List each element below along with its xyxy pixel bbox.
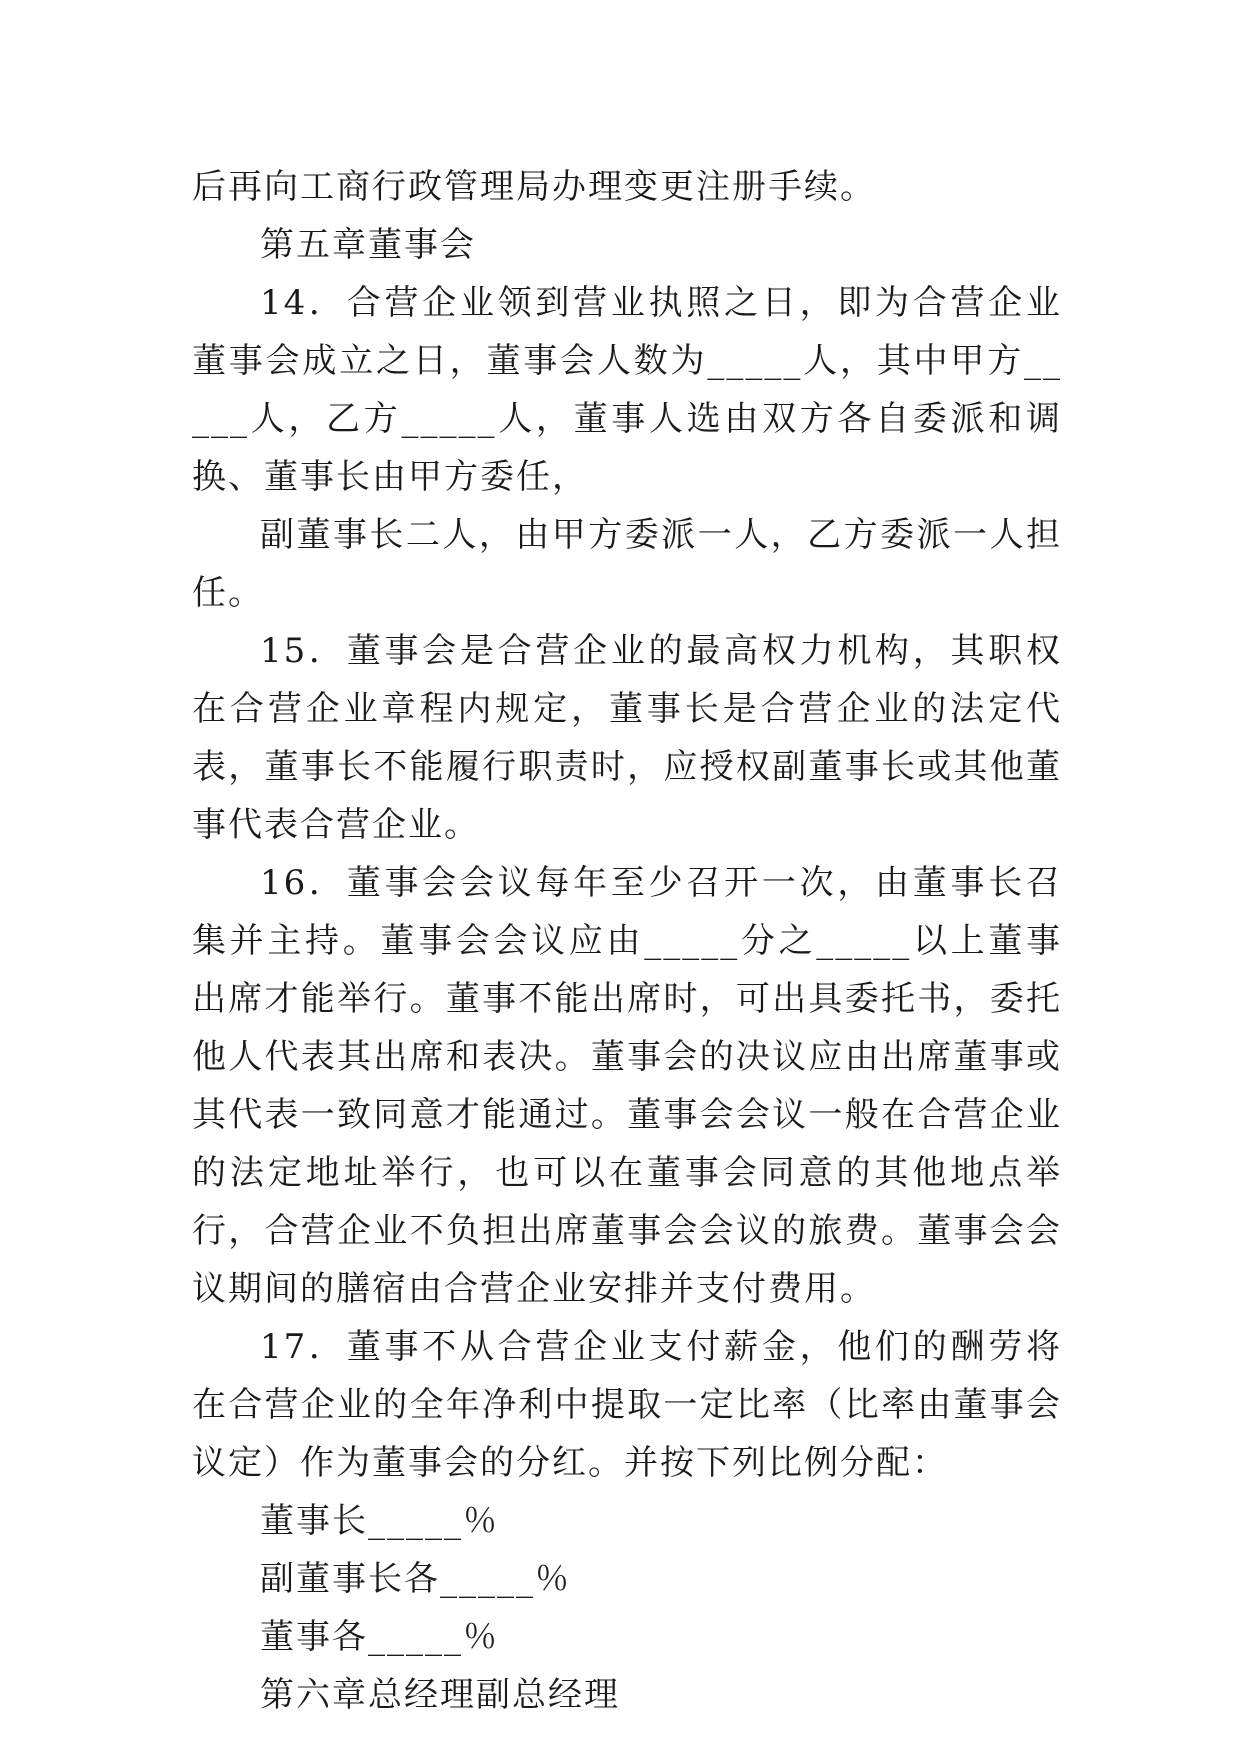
chapter-heading-5: 第五章董事会 (260, 225, 476, 265)
clause-14: 14．合营企业领到营业执照之日，即为合营企业董事会成立之日，董事会人数为_____人，其中甲方_____人，乙方_____人，董事人选由双方各自委派和调换、董事长由甲方委任， (192, 283, 1062, 497)
document-body (192, 158, 1062, 1724)
paragraph-continuation: 后再向工商行政管理局办理变更注册手续。 (192, 167, 876, 207)
clause-14-vice-chairman: 副董事长二人，由甲方委派一人，乙方委派一人担任。 (192, 515, 1062, 613)
chapter-heading-6: 第六章总经理副总经理 (260, 1675, 620, 1715)
clause-15: 15．董事会是合营企业的最高权力机构，其职权在合营企业章程内规定，董事长是合营企业的法定代表，董事长不能履行职责时，应授权副董事长或其他董事代表合营企业。 (192, 631, 1062, 845)
clause-17: 17．董事不从合营企业支付薪金，他们的酬劳将在合营企业的全年净利中提取一定比率（比率由董事会议定）作为董事会的分红。并按下列比例分配： (192, 1327, 1062, 1483)
ratio-chairman: 董事长_____％ (260, 1501, 499, 1541)
ratio-director: 董事各_____％ (260, 1617, 499, 1657)
ratio-vice-chairman: 副董事长各_____％ (260, 1559, 571, 1599)
clause-16: 16．董事会会议每年至少召开一次，由董事长召集并主持。董事会会议应由_____分之_____以上董事出席才能举行。董事不能出席时，可出具委托书，委托他人代表其出席和表决。董事会的决议应由出席董事或其代表一致同意才能通过。董事会会议一般在合营企业的法定地址举行，也可以在董事会同意的其他地点举行，合营企业不负担出席董事会会议的旅费。董事会会议期间的膳宿由合营企业安排并支付费用。 (192, 863, 1062, 1309)
